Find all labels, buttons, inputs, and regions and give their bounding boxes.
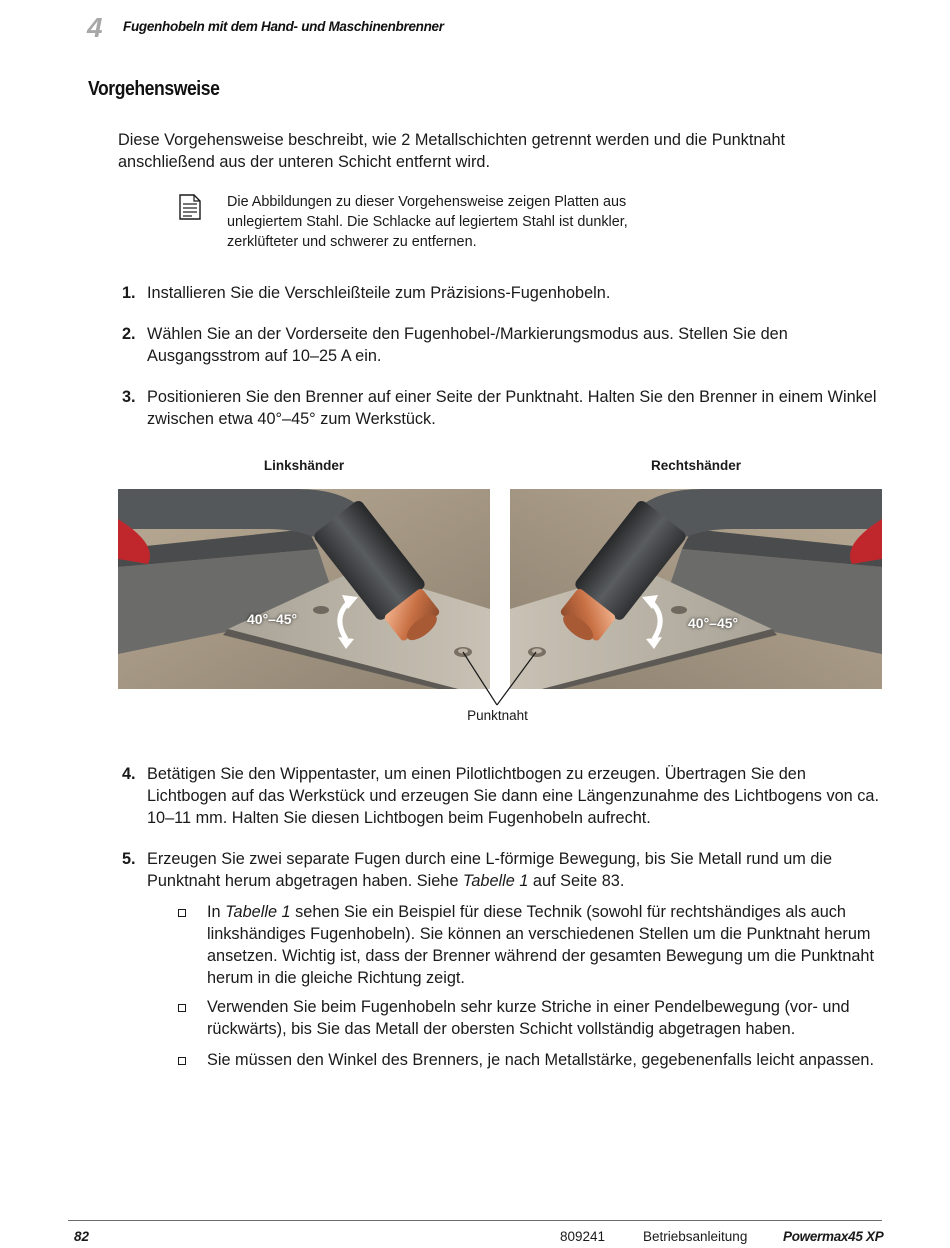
checkbox-bullet-icon bbox=[178, 909, 186, 917]
running-header-title: Fugenhobeln mit dem Hand- und Maschinenbrenner bbox=[123, 19, 444, 34]
document-number: 809241 bbox=[560, 1229, 606, 1244]
table-reference: Tabelle 1 bbox=[462, 872, 529, 890]
bullet-text bbox=[207, 901, 888, 989]
step-text: Betätigen Sie den Wippentaster, um einen Pilotlichtbogen zu erzeugen. Übertragen Sie den Lichtbogen auf das Werkstück und erzeugen Sie dann eine Längenzunahme des Lichtbogens von ca. 10–11 mm. Halten Sie diesen Lichtbogen beim Fugenhobeln aufrecht. bbox=[147, 765, 879, 827]
bullet-item bbox=[178, 1049, 888, 1071]
step-number: 1. bbox=[122, 284, 136, 302]
step-number: 5. bbox=[122, 850, 136, 868]
angle-label-left: 40°–45° bbox=[247, 611, 298, 627]
chapter-number: 4 bbox=[87, 12, 103, 43]
step-5 bbox=[118, 848, 888, 892]
step-2 bbox=[118, 323, 888, 367]
footer-divider bbox=[68, 1220, 882, 1221]
bullet-text-part: sehen Sie ein Beispiel für diese Technik (sowohl für rechtshändiges als auch linkshändiges Fugenhobeln). Sie können an verschiedenen Stellen um die Punktnaht herum ansetzen. Wichtig ist, dass der Brenner während der gesamten Bewegung um die Punktnaht herum in die gleiche Richtung zeigt. bbox=[207, 903, 875, 987]
photo-left-handed bbox=[118, 489, 490, 689]
step-3 bbox=[118, 386, 888, 430]
photo-right-handed bbox=[510, 489, 882, 689]
step-text bbox=[147, 848, 888, 892]
step-number: 4. bbox=[122, 765, 136, 783]
note-document-icon bbox=[178, 194, 202, 220]
document-type: Betriebsanleitung bbox=[643, 1229, 748, 1244]
angle-label-right: 40°–45° bbox=[688, 615, 739, 631]
step-text-part: Erzeugen Sie zwei separate Fugen durch eine L-förmige Bewegung, bis Sie Metall rund um die Punktnaht herum abgetragen haben. Siehe bbox=[147, 850, 833, 890]
step-4 bbox=[118, 763, 888, 829]
intro-paragraph: Diese Vorgehensweise beschreibt, wie 2 Metallschichten getrennt werden und die Punktnaht anschließend aus der unteren Schicht entfernt wird. bbox=[118, 131, 786, 171]
step-text: Wählen Sie an der Vorderseite den Fugenhobel-/Markierungsmodus aus. Stellen Sie den Ausgangsstrom auf 10–25 A ein. bbox=[147, 325, 788, 365]
section-title: Vorgehensweise bbox=[88, 78, 220, 100]
page-number: 82 bbox=[74, 1229, 90, 1244]
step-text-part: auf Seite 83. bbox=[528, 872, 625, 890]
note-text: Die Abbildungen zu dieser Vorgehensweise zeigen Platten aus unlegiertem Stahl. Die Schlacke auf legiertem Stahl ist dunkler, zerklüfteter und schwerer zu entfernen. bbox=[227, 194, 628, 250]
step-number: 2. bbox=[122, 325, 136, 343]
table-reference: Tabelle 1 bbox=[225, 903, 291, 921]
checkbox-bullet-icon bbox=[178, 1004, 186, 1012]
callout-punktnaht: Punktnaht bbox=[467, 708, 528, 723]
bullet-text: Verwenden Sie beim Fugenhobeln sehr kurze Striche in einer Pendelbewegung (vor- und rückwärts), bis Sie das Metall der obersten Schicht vollständig abgetragen haben. bbox=[207, 998, 850, 1038]
bullet-item bbox=[178, 996, 888, 1040]
product-name: Powermax45 XP bbox=[783, 1229, 884, 1244]
bullet-item bbox=[178, 901, 888, 989]
step-text: Positionieren Sie den Brenner auf einer Seite der Punktnaht. Halten Sie den Brenner in einem Winkel zwischen etwa 40°–45° zum Werkstück. bbox=[147, 388, 877, 428]
step-1 bbox=[118, 282, 888, 304]
bullet-text-part: In bbox=[207, 903, 226, 921]
checkbox-bullet-icon bbox=[178, 1057, 186, 1065]
figure-label-right: Rechtshänder bbox=[650, 458, 742, 473]
step-number: 3. bbox=[122, 388, 136, 406]
bullet-text: Sie müssen den Winkel des Brenners, je nach Metallstärke, gegebenenfalls leicht anpassen. bbox=[207, 1051, 875, 1069]
figure-label-left: Linkshänder bbox=[263, 458, 345, 473]
step-text: Installieren Sie die Verschleißteile zum Präzisions-Fugenhobeln. bbox=[147, 284, 611, 302]
